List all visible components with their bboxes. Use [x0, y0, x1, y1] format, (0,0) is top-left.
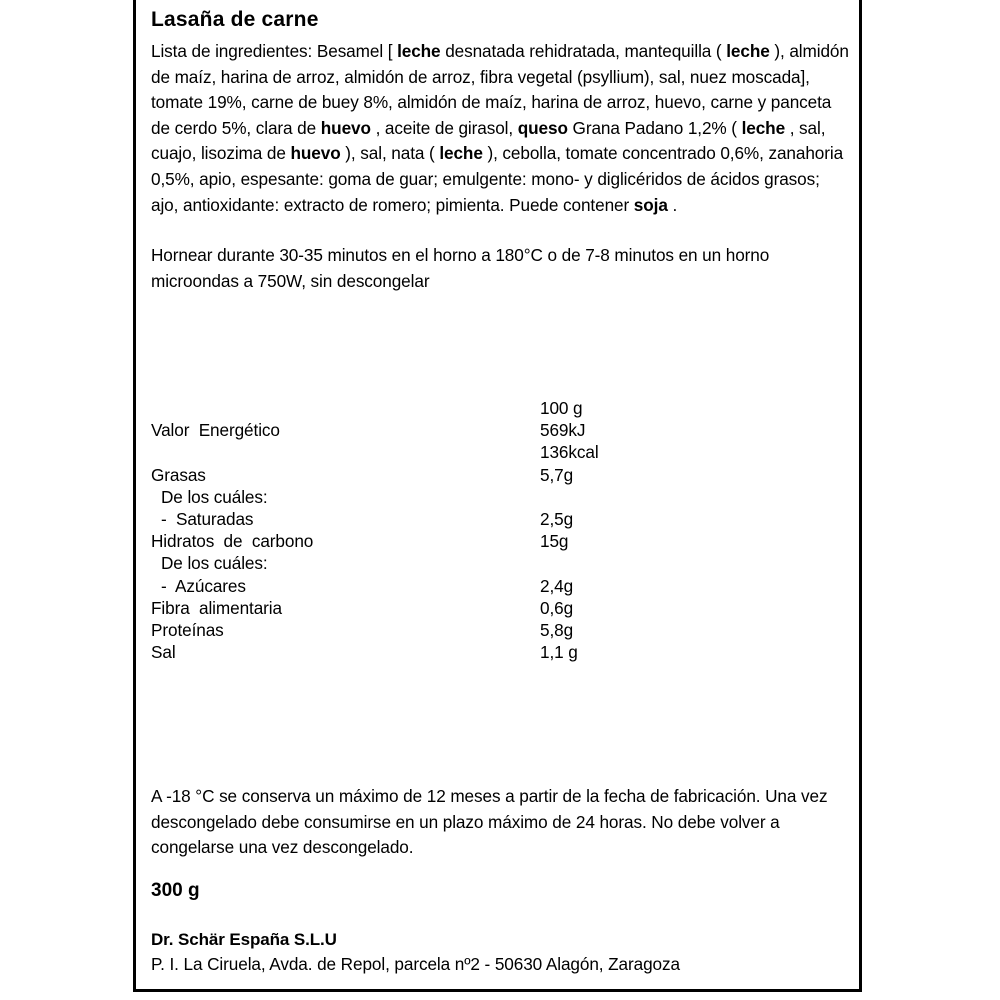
allergen-term: soja: [633, 194, 668, 215]
net-weight: 300 g: [151, 880, 200, 901]
nutrition-row: [151, 441, 711, 463]
ingredient-text: Lista de ingredientes: Besamel [: [151, 41, 398, 61]
nutrition-row: [151, 597, 711, 619]
ingredient-text: ), sal, nata (: [340, 143, 440, 164]
ingredient-text: , sal, cuajo, lisozima de: [151, 117, 831, 164]
product-label-panel: [133, 0, 862, 992]
allergen-term: queso: [517, 117, 568, 138]
nutrition-row: [151, 486, 711, 508]
allergen-term: huevo: [320, 117, 371, 138]
nutrition-row-label: - Azúcares: [161, 575, 246, 596]
allergen-term: leche: [439, 143, 483, 164]
nutrition-row-label: Hidratos de carbono: [151, 531, 314, 552]
nutrition-row-label: Proteínas: [151, 619, 224, 640]
nutrition-row-value: 136kcal: [540, 442, 599, 463]
nutrition-row-value: 5,8g: [540, 619, 574, 640]
nutrition-row-label: Fibra alimentaria: [151, 597, 282, 618]
nutrition-rows: [151, 419, 711, 663]
nutrition-row-value: 2,5g: [540, 508, 574, 529]
storage-instructions: A -18 °C se conserva un máximo de 12 meses a partir de la fecha de fabricación. Una vez descongelado debe consumirse en un plazo máximo de 24 horas. No debe volver a congelarse una vez descongelado.: [151, 786, 833, 858]
allergen-term: leche: [726, 41, 770, 61]
cooking-instructions: Hornear durante 30-35 minutos en el horno a 180°C o de 7-8 minutos en un horno microondas a 750W, sin descongelar: [151, 245, 774, 291]
nutrition-row: [151, 641, 711, 663]
nutrition-row: [151, 575, 711, 597]
manufacturer-info: [151, 927, 851, 978]
ingredient-text: desnatada rehidratada, mantequilla (: [440, 41, 727, 61]
ingredient-text: ), almidón de maíz, harina de arroz, almidón de arroz, fibra vegetal (psyllium), sal, nuez moscada], tomate 19%, carne de buey 8%, almidón de maíz, harina de arroz, huevo, carne y panceta de cerdo 5%, clara de: [151, 41, 854, 138]
ingredient-text: .: [667, 194, 678, 215]
ingredient-text: , aceite de girasol,: [370, 117, 518, 138]
nutrition-row-label: Grasas: [151, 464, 206, 485]
ingredients-list: [151, 39, 854, 218]
nutrition-row: [151, 464, 711, 486]
nutrition-row-label: Sal: [151, 642, 176, 663]
nutrition-row-value: 1,1 g: [540, 642, 578, 663]
nutrition-row: [151, 552, 711, 574]
nutrition-row-value: 2,4g: [540, 575, 574, 596]
nutrition-row: [151, 530, 711, 552]
nutrition-row-value: 15g: [540, 531, 569, 552]
label-content: [151, 7, 854, 294]
nutrition-table: [151, 397, 711, 663]
nutrition-row-value: 5,7g: [540, 464, 574, 485]
allergen-term: huevo: [290, 143, 341, 164]
nutrition-row-value: 569kJ: [540, 420, 586, 441]
nutrition-row-label: De los cuáles:: [161, 553, 268, 574]
nutrition-row-label: Valor Energético: [151, 420, 280, 441]
ingredient-text: ), cebolla, tomate concentrado 0,6%, zanahoria 0,5%, apio, espesante: goma de guar; emulgente: mono- y diglicéridos de ácidos grasos; ajo, antioxidante: extracto de romero; pimienta. Puede contener: [151, 143, 848, 215]
nutrition-row: [151, 419, 711, 441]
page-title: Lasaña de carne: [151, 8, 319, 31]
ingredient-text: Grana Padano 1,2% (: [567, 117, 742, 138]
manufacturer-name: Dr. Schär España S.L.U: [151, 930, 337, 949]
nutrition-row: [151, 619, 711, 641]
allergen-term: leche: [397, 41, 441, 61]
manufacturer-address: P. I. La Ciruela, Avda. de Repol, parcela nº2 - 50630 Alagón, Zaragoza: [151, 954, 680, 974]
nutrition-row-label: De los cuáles:: [161, 486, 268, 507]
allergen-term: leche: [741, 117, 786, 138]
nutrition-row: [151, 508, 711, 530]
nutrition-header-row: [151, 397, 711, 419]
nutrition-row-value: 0,6g: [540, 597, 574, 618]
nutrition-column-header: 100 g: [540, 398, 583, 418]
nutrition-row-label: - Saturadas: [161, 508, 254, 529]
